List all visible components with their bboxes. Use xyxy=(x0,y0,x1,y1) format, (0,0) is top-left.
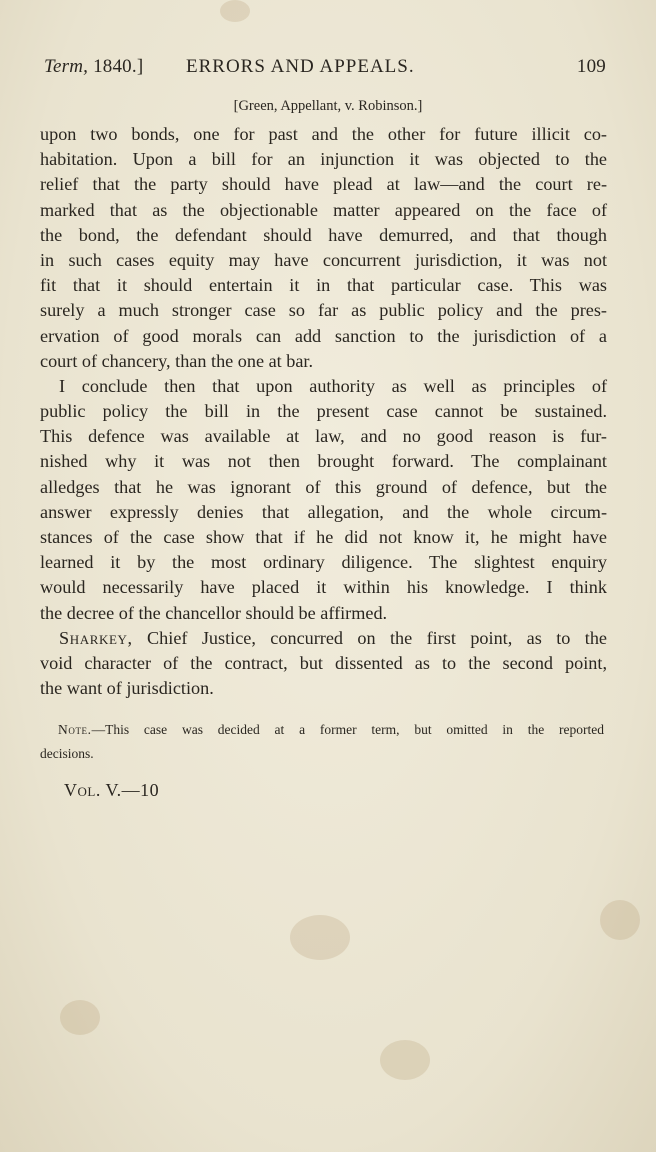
text-line: ervation of good morals can add sanction to the jurisdiction of a xyxy=(40,325,607,346)
text-line: I conclude then that upon authority as well as principles of xyxy=(59,375,607,396)
note-text: —This case was decided at a former term, but omitted in the reported xyxy=(91,722,604,737)
body-text xyxy=(40,122,607,701)
text-line: court of chancery, than the one at bar. xyxy=(40,350,314,371)
running-header xyxy=(44,56,606,84)
text-line: the decree of the chancellor should be affirmed. xyxy=(40,602,388,623)
case-title: [Green, Appellant, v. Robinson.] xyxy=(233,98,423,114)
header-term-year: 1840.] xyxy=(93,56,144,77)
note-line xyxy=(40,718,604,742)
text-line: fit that it should entertain it in that particular case. This was xyxy=(40,275,607,296)
text-line xyxy=(40,626,607,651)
paragraph-2 xyxy=(40,374,607,626)
text-line: the bond, the defendant should have demurred, and that though xyxy=(40,224,607,245)
speaker-name: Sharkey, xyxy=(59,627,133,648)
note-line: decisions. xyxy=(40,746,94,761)
note-label: Note. xyxy=(58,722,92,737)
header-title: ERRORS AND APPEALS. xyxy=(186,56,415,77)
text-line: alledges that he was ignorant of this ground of defence, but the xyxy=(40,476,607,497)
text-line: learned it by the most ordinary diligence. The slightest enquiry xyxy=(40,552,607,573)
text-line: in such cases equity may have concurrent jurisdiction, it was not xyxy=(40,249,607,270)
page-number: 109 xyxy=(576,56,606,77)
text-line: the want of jurisdiction. xyxy=(40,678,214,699)
signature-mark: Vol. V.—10 xyxy=(64,780,160,800)
header-term xyxy=(44,56,143,78)
text-line: surely a much stronger case so far as public policy and the pres- xyxy=(40,300,607,321)
text-line: This defence was available at law, and no good reason is fur- xyxy=(40,426,607,447)
header-term-word: Term, xyxy=(44,56,89,77)
text-line: nished why it was not then brought forward. The complainant xyxy=(40,451,607,472)
text-line: answer expressly denies that allegation, and the whole circum- xyxy=(40,501,607,522)
paragraph-3 xyxy=(40,626,607,702)
text-line: would necessarily have placed it within his knowledge. I think xyxy=(40,577,607,598)
footnote xyxy=(40,718,604,766)
text-line: public policy the bill in the present case cannot be sustained. xyxy=(40,401,607,422)
text-line-rest: Chief Justice, concurred on the first point, as to the xyxy=(132,627,607,648)
text-line: stances of the case show that if he did not know it, he might have xyxy=(40,527,607,547)
paragraph-1 xyxy=(40,122,607,374)
text-line: marked that as the objectionable matter appeared on the face of xyxy=(40,199,607,220)
text-line: relief that the party should have plead at law—and the court re- xyxy=(40,174,607,195)
text-line: upon two bonds, one for past and the other for future illicit co- xyxy=(40,124,607,144)
text-line: habitation. Upon a bill for an injunction it was objected to the xyxy=(40,149,607,170)
text-line: void character of the contract, but dissented as to the second point, xyxy=(40,652,607,673)
